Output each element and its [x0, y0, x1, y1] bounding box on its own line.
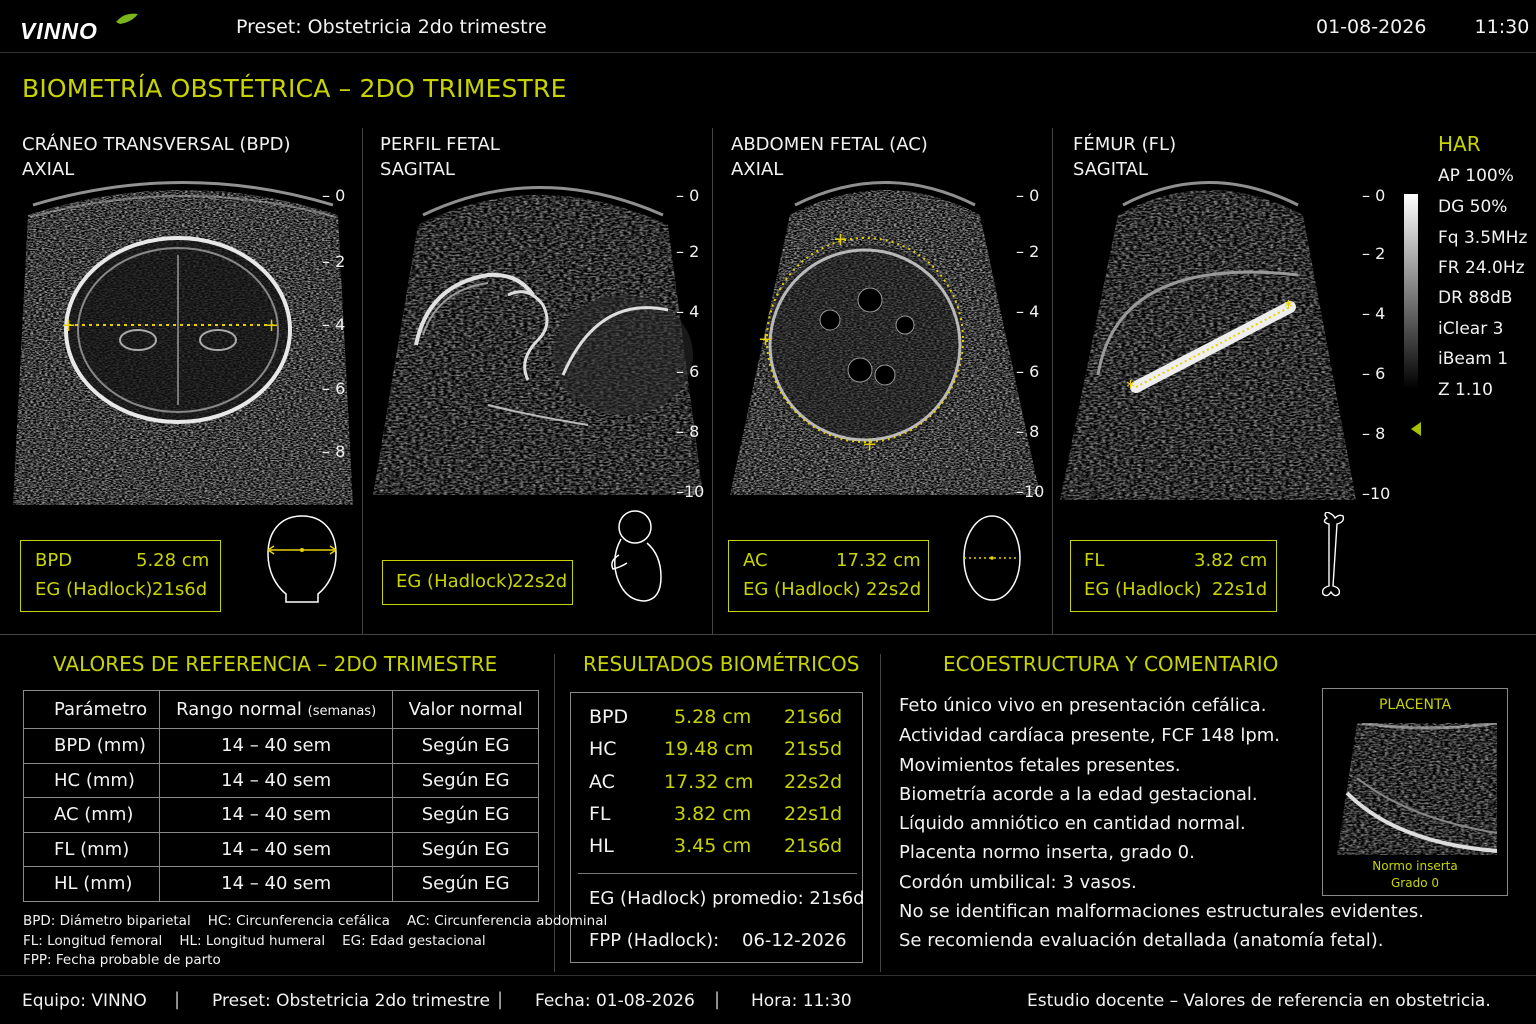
result-eg: 21s6d [784, 835, 843, 857]
grayscale-bar [1404, 194, 1418, 389]
comment-line: Se recomienda evaluación detallada (anatomía fetal). [899, 930, 1384, 951]
depth-label: – 0 [676, 186, 700, 205]
panel-subtitle: SAGITAL [1073, 159, 1148, 180]
footer-separator: | [714, 989, 721, 1010]
comment-line: Movimientos fetales presentes. [899, 755, 1181, 776]
depth-label: – 2 [1016, 242, 1040, 261]
depth-label: – 4 [1016, 302, 1040, 321]
legend-line: FL: Longitud femoral HL: Longitud humeral EG: Edad gestacional [23, 933, 486, 949]
placenta-line1: Normo inserta [1372, 859, 1458, 873]
result-eg: 21s6d [784, 706, 843, 728]
header-date: 01-08-2026 [1316, 16, 1427, 38]
depth-label: – 6 [1362, 364, 1386, 383]
header-preset[interactable]: Preset: Obstetricia 2do trimestre [236, 16, 547, 38]
measure-value: 17.32 cm [836, 550, 921, 571]
depth-label: – 4 [676, 302, 700, 321]
comment-line: Cordón umbilical: 3 vasos. [899, 872, 1137, 893]
footer-separator: | [174, 989, 181, 1010]
depth-label: –10 [1016, 482, 1045, 501]
footer-fecha: Fecha: 01-08-2026 [535, 991, 695, 1011]
result-eg: 21s5d [784, 738, 843, 760]
ultrasound-image-femur[interactable] [1058, 175, 1358, 510]
result-value: 5.28 cm [674, 706, 752, 728]
panel-title: FÉMUR (FL) [1073, 134, 1177, 155]
table-row: HC (mm) 14 – 40 sem Según EG [24, 763, 539, 798]
result-param: AC [589, 771, 615, 793]
depth-label: – 6 [676, 362, 700, 381]
depth-label: – 6 [322, 379, 346, 398]
measurement-box-femur [1070, 540, 1277, 612]
femur-icon [1315, 512, 1349, 598]
har-item: DR 88dB [1438, 288, 1513, 308]
focus-marker-icon[interactable] [1409, 421, 1423, 437]
result-param: HC [589, 738, 617, 760]
column-header: Valor normal [393, 691, 539, 729]
fpp-label: FPP (Hadlock): [589, 930, 720, 951]
result-average: EG (Hadlock) promedio: 21s6d [589, 888, 865, 909]
measure-value: 22s1d [1212, 579, 1268, 600]
fpp-value: 06-12-2026 [742, 930, 847, 951]
panel-title: ABDOMEN FETAL (AC) [731, 134, 928, 155]
footer-divider [0, 975, 1536, 976]
abdomen-icon [958, 512, 1026, 604]
depth-label: – 8 [676, 422, 700, 441]
footer-preset: Preset: Obstetricia 2do trimestre [212, 991, 490, 1011]
ultrasound-image-abdomen[interactable] [720, 175, 1050, 505]
results-box [570, 692, 863, 963]
ultrasound-image-profile[interactable] [368, 175, 708, 505]
har-item: Z 1.10 [1438, 380, 1493, 400]
column-header: Rango normal (semanas) [159, 691, 392, 729]
placenta-image [1337, 723, 1497, 855]
placenta-line2: Grado 0 [1391, 876, 1439, 890]
svg-text:+: + [61, 315, 77, 336]
result-param: BPD [589, 706, 629, 728]
depth-label: –10 [1362, 484, 1391, 503]
panel-title: PERFIL FETAL [380, 134, 500, 155]
results-divider [578, 873, 857, 874]
measurement-box-abdomen [728, 540, 929, 612]
panel-divider [712, 128, 713, 634]
depth-label: – 8 [322, 442, 346, 461]
result-eg: 22s2d [784, 771, 843, 793]
depth-label: – 2 [322, 252, 346, 271]
panel-title: CRÁNEO TRANSVERSAL (BPD) [22, 134, 291, 155]
panel-divider [362, 128, 363, 634]
reference-table [23, 690, 539, 902]
footer-hora: Hora: 11:30 [751, 991, 852, 1011]
comment-title: ECOESTRUCTURA Y COMENTARIO [943, 652, 1279, 676]
result-value: 17.32 cm [664, 771, 754, 793]
measure-value: 5.28 cm [136, 550, 210, 571]
column-header: Parámetro [24, 691, 160, 729]
result-eg: 22s1d [784, 803, 843, 825]
depth-label: – 0 [1362, 186, 1386, 205]
legend-line: FPP: Fecha probable de parto [23, 952, 221, 968]
table-header-row [24, 691, 539, 729]
depth-label: – 6 [1016, 362, 1040, 381]
page-title: BIOMETRÍA OBSTÉTRICA – 2DO TRIMESTRE [22, 74, 567, 103]
measure-label: EG (Hadlock) [1084, 579, 1202, 600]
svg-text:*: * [1126, 377, 1135, 398]
header-divider [0, 52, 1536, 53]
svg-text:+: + [833, 229, 849, 250]
measure-label: EG (Hadlock) [396, 571, 514, 592]
fetus-icon [605, 505, 665, 607]
table-row: AC (mm) 14 – 40 sem Según EG [24, 798, 539, 833]
header-time: 11:30 [1474, 16, 1530, 38]
measure-value: 22s2d [512, 571, 568, 592]
svg-text:+: + [264, 315, 280, 336]
measurement-box-bpd [20, 540, 221, 612]
depth-label: – 2 [1362, 244, 1386, 263]
vinno-logo [20, 12, 150, 46]
measure-label: EG (Hadlock) [743, 579, 861, 600]
table-row: HL (mm) 14 – 40 sem Según EG [24, 867, 539, 902]
footer-note: Estudio docente – Valores de referencia en obstetricia. [1027, 991, 1491, 1011]
har-item: FR 24.0Hz [1438, 258, 1525, 278]
depth-label: – 2 [676, 242, 700, 261]
comment-line: Placenta normo inserta, grado 0. [899, 842, 1195, 863]
result-value: 3.82 cm [674, 803, 752, 825]
table-row: BPD (mm) 14 – 40 sem Según EG [24, 729, 539, 764]
svg-text:+: + [758, 329, 774, 350]
svg-text:*: * [1284, 297, 1293, 318]
results-title: RESULTADOS BIOMÉTRICOS [583, 652, 860, 676]
measure-label: FL [1084, 550, 1105, 571]
har-item: iClear 3 [1438, 319, 1504, 339]
placenta-box[interactable] [1322, 688, 1508, 896]
svg-text:+: + [862, 434, 878, 455]
result-param: FL [589, 803, 611, 825]
depth-label: – 8 [1362, 424, 1386, 443]
har-item: iBeam 1 [1438, 349, 1509, 369]
panel-subtitle: SAGITAL [380, 159, 455, 180]
measure-label: BPD [35, 550, 73, 571]
result-value: 3.45 cm [674, 835, 752, 857]
comment-line: Biometría acorde a la edad gestacional. [899, 784, 1258, 805]
measure-label: EG (Hadlock) [35, 579, 153, 600]
panel-subtitle: AXIAL [731, 159, 784, 180]
result-param: HL [589, 835, 614, 857]
brand-text: VINNO [20, 18, 98, 44]
comment-line: No se identifican malformaciones estructurales evidentes. [899, 901, 1424, 922]
har-item: DG 50% [1438, 197, 1508, 217]
measure-label: AC [743, 550, 768, 571]
measure-value: 21s6d [152, 579, 208, 600]
depth-label: –10 [676, 482, 705, 501]
comment-line: Feto único vivo en presentación cefálica. [899, 695, 1267, 716]
footer-separator: | [497, 989, 504, 1010]
measure-value: 22s2d [866, 579, 922, 600]
table-row: FL (mm) 14 – 40 sem Según EG [24, 832, 539, 867]
head-icon [262, 510, 342, 605]
reference-title: VALORES DE REFERENCIA – 2DO TRIMESTRE [53, 652, 498, 676]
depth-label: – 0 [322, 186, 346, 205]
header-datetime [1316, 16, 1529, 38]
ultrasound-image-bpd[interactable] [8, 175, 358, 515]
depth-label: – 4 [1362, 304, 1386, 323]
legend-line: BPD: Diámetro biparietal HC: Circunferencia cefálica AC: Circunferencia abdominal [23, 913, 608, 929]
panel-subtitle: AXIAL [22, 159, 75, 180]
measure-value: 3.82 cm [1194, 550, 1268, 571]
har-item: AP 100% [1438, 166, 1514, 186]
comment-line: Líquido amniótico en cantidad normal. [899, 813, 1246, 834]
panel-divider [1052, 128, 1053, 634]
comment-line: Actividad cardíaca presente, FCF 148 lpm. [899, 725, 1281, 746]
footer-equipo: Equipo: VINNO [22, 991, 147, 1011]
depth-label: – 8 [1016, 422, 1040, 441]
placenta-title: PLACENTA [1378, 697, 1452, 713]
section-divider [0, 634, 1536, 635]
result-value: 19.48 cm [664, 738, 754, 760]
har-item: Fq 3.5MHz [1438, 228, 1528, 248]
section-divider [880, 654, 881, 972]
depth-label: – 0 [1016, 186, 1040, 205]
depth-label: – 4 [322, 315, 346, 334]
har-title: HAR [1438, 132, 1481, 156]
measurement-box-profile [382, 560, 573, 605]
